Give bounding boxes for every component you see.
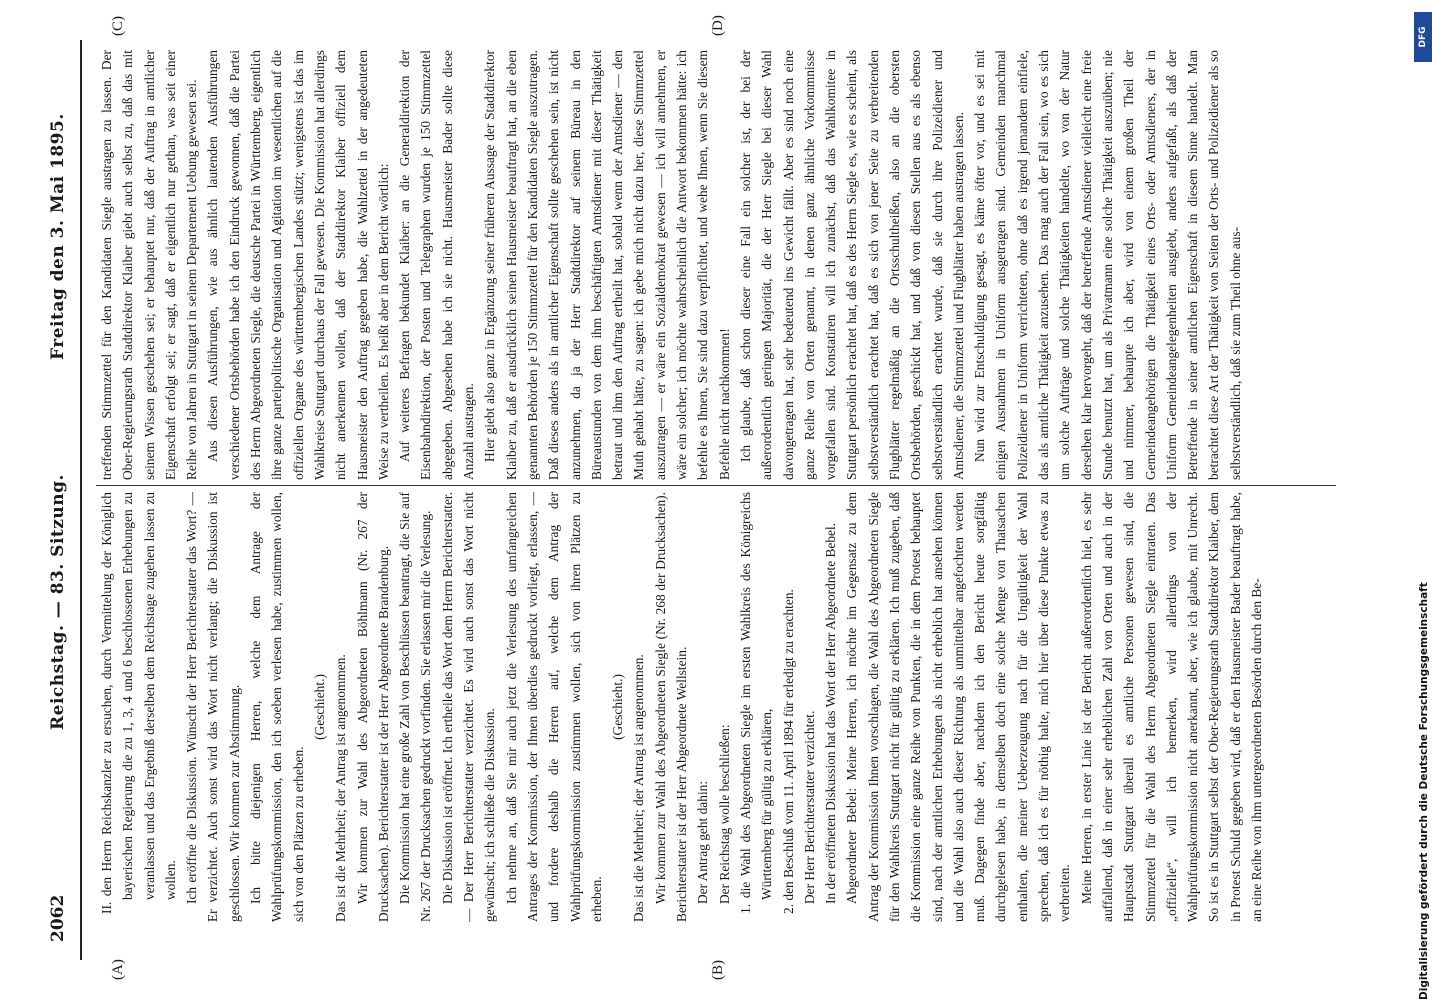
paragraph: Das ist die Mehrheit; der Antrag ist angenommen. [333,654,349,922]
paragraph: 2. den Beschluß vom 11. April 1894 für erledigt zu erachten. [780,589,796,914]
right-column [96,50,1346,480]
page-number: 2062 [48,894,68,942]
column-divider [96,485,1336,486]
paragraph: Ich eröffne die Diskussion. Wünscht der Herr Berichterstatter das Wort? — Er verzichtet. Auch sonst wird das Wort nicht verlangt; die Diskussion ist geschlossen. Wir kommen zur Abstimmung. [184,492,242,922]
paragraph: Hier giebt also ganz in Ergänzung seiner früheren Aussage der Stadtdirektor Klaiber zu, daß er ausdrücklich seinen Hausmeister beauftragt hat, an die eben genannten Behörden je 150 Stimmzettel für den Kandidaten Siegle auszutragen. Daß dieses anders als in amtlicher Eigenschaft sollte geschehen sein, ist nicht anzunehmen, da ja der Herr Stadtdirektor auf seinem Büreau in den Büreaustunden von dem ihm beschäftigten Amtsdiener mit dieser Thätigkeit betraut und ihm den Auftrag ertheilt hat, sobald wenn der Amtsdiener — den Muth gehabt hätte, zu sagen: ich gebe mich nicht dazu her, diese Stimmzettel auszutragen — er wäre ein Sozialdemokrat gewesen — ich will annehmen, er wäre ein solcher; ich möchte wahrscheinlich die Antwort bekommen hätte: ich befehle es Ihnen, Sie sind dazu verpflichtet, und wehe Ihnen, wenn Sie diesem Befehle nicht nachkommen! [482,50,732,480]
digitization-credit [1416,120,1432,1000]
paragraph: 1. die Wahl des Abgeordneten Siegle im ersten Wahlkreis des Königreichs Württemberg für gültig zu erklären, [737,492,775,914]
paragraph: Die Kommission hat eine große Zahl von Beschlüssen beantragt, die Sie auf Nr. 267 der Drucksachen gedruckt vorfinden. Sie erlassen mir die Verlesung. [397,492,434,922]
paragraph: (Geschieht.) [610,674,626,740]
margin-mark-b: (B) [710,960,726,980]
paragraph: Auf weiteres Befragen bekundet Klaiber: an die Generaldirektion der Eisenbahndirektion, der Posten und Telegraphen wurden je 150 Stimmzettel abgegeben. Abgesehen habe ich sie nicht. Hausmeister Bader sollte diese Anzahl austragen. [397,50,477,480]
left-column [96,492,1346,922]
paragraph: Die Diskussion ist eröffnet. Ich ertheile das Wort dem Herrn Berichterstatter. — Der Herr Berichterstatter verzichtet. Es wird auch sonst das Wort nicht gewünscht; ich schließe die Diskussion. [439,492,498,922]
credit-text: Digitalisierung gefördert durch die Deutsche Forschungsgemeinschaft [1418,582,1430,1000]
session-title: Reichstag. — 83. Sitzung. [48,474,68,730]
paragraph: Nun wird zur Entschuldigung gesagt, es käme öfter vor, und es sei mit einigen Ausnahmen in Uniform ausgetragen sind. Gemeinden manchmal Polizeidiener in Uniform verrichteten, ohne daß es irgend jemandem einfiele, das als amtliche Thätigkeit anzusehen. Das mag auch der Fall sein, wo es sich um solche Aufträge und solche Thätigkeiten handelte, wo von der Natur derselben klar hervorgeht, daß der betreffende Amtsdiener vielleicht eine freie Stunde benutzt hat, um als Privatmann eine solche Thätigkeit auszuüben; nie und nimmer, behaupte ich aber, wird von einem großen Theil der Gemeindeangehörigen die Thätigkeit eines Orts- oder Amtsdieners, der in Uniform Gemeindeangelegenheiten ausgiebt, anders aufgefaßt, als daß der Betreffende in seiner amtlichen Eigenschaft in diesem Sinne handelt. Man betrachtet diese Art der Thätigkeit von Seiten der Orts- und Polizeidiener als so selbstverständlich, daß sie zum Theil ohne aus- [972,50,1243,480]
page-header [42,40,76,960]
paragraph: Wir kommen zur Wahl des Abgeordneten Siegle (Nr. 268 der Drucksachen). Berichterstatter ist der Herr Abgeordnete Wellstein. [652,492,690,922]
paragraph: Der Reichstag wolle beschließen: [716,724,732,904]
paragraph: Ich nehme an, daß Sie mir auch jetzt die Verlesung des umfangreichen Antrages der Kommission, der Ihnen überdies gedruckt vorliegt, erlassen, — und fordere deshalb die Herren auf, welche dem Antrag der Wahlprüfungskommission zustimmen wollen, sich von ihren Plätzen zu erheben. [503,492,604,922]
header-rule [80,40,82,960]
paragraph: In der eröffneten Diskussion hat das Wort der Herr Abgeordnete Bebel. [823,522,839,904]
paragraph: Meine Herren, in erster Linie ist der Bericht außerordentlich hiel, es sehr auffallend, daß in einer sehr erheblichen Zahl von Orten und auch in der Hauptstadt Stuttgart überall es amtliche Personen gewesen sind, die Stimmzettel für die Wahl des Herrn Abgeordneten Siegle eintraten. Das „offizielle“, will ich bemerken, wird allerdings von der Wahlprüfungskommission nicht anerkannt, aber, wie ich glaube, mit Unrecht. So ist es in Stuttgart selbst der Ober-Regierungsrath Stadtdirektor Klaiber, dem in Protest Schuld gegeben wird, daß er den Hausmeister Bader beauftragt habe, an eine Reihe von ihm untergeordneten Besörden durch den Be- [1078,492,1265,922]
paragraph: Der Herr Berichterstatter verzichtet. [801,710,817,904]
margin-mark-a: (A) [110,959,126,980]
paragraph: Aus diesen Ausführungen, wie aus ähnlich lautenden Ausführungen verschiedener Ortsbehörden habe ich den Eindruck gewonnen, daß die Partei des Herrn Abgeordneten Siegle, die deutsche Partei in Württemberg, eigentlich ihre ganze parteipolitische Organisation und Agitation im wesentlichen auf die offiziellen Organe des württembergischen Landes stützt; wenigstens ist das im Wahlkreise Stuttgart durchaus der Fall gewesen. Die Kommission hat allerdings nicht anerkennen wollen, daß der Stadtdirektor Klaiber offiziell dem Hausmeister den Auftrag gegeben habe, die Wahlzettel in der angedeuteten Weise zu vertheilen. Es heißt aber in dem Bericht wörtlich: [205,50,391,480]
paragraph: Der Antrag geht dahin: [695,780,711,904]
paragraph: Wir kommen zur Wahl des Abgeordneten Böhlmann (Nr. 267 der Drucksachen). Berichterstatter ist der Herr Abgeordnete Brandenburg. [354,492,391,922]
paragraph: (Geschieht.) [311,674,327,740]
paragraph: Ich glaube, daß schon dieser eine Fall ein solcher ist, der bei der außerordentlich geringen Majorität, die der Herr Siegle bei dieser Wahl davongetragen hat, sehr bedeutend ins Gewicht fällt. Aber es sind noch eine ganze Reihe von Orten genannt, in denen ganz ähnliche Vorkommnisse vorgefallen sind. Konstatiren will ich zunächst, daß das Wahlkomitee in Stuttgart persönlich erachtet hat, daß es des Herrn Siegle es, wie es scheint, als selbstverständlich erachtet hat, daß es sich von jener Seite zu verbreitenden Flugblätter regelmäßig an die Ortsschultheißen, also an die obersten Ortsbehörden, geschickt hat, und daß von diesen Stellen aus es als ebenso selbstverständlich erachtet wurde, daß sie durch ihre Polizeidiener und Amtsdiener, die Stimmzettel und Flugblätter haben austragen lassen. [737,50,966,480]
paragraph: Abgeordneter Bebel: Meine Herren, ich möchte im Gegensatz zu dem Antrag der Kommission Ihnen vorschlagen, die Wahl des Abgeordneten Siegle für den Wahlkreis Stuttgart nicht für gültig zu erklären. Ich muß zugeben, daß die Kommission eine ganze Reihe von Punkten, die in dem Protest behauptet sind, nach der amtlichen Erhebungen als nicht erheblich hat ansehen können und die Wahl also auch dieser Richtung als unmittelbar angefochten werden muß. Dagegen finde aber, nachdem ich den Bericht heute sorgfältig durchgelesen habe, in demselben doch eine solche Menge von Thatsachen enthalten, die meiner Ueberzeugung nach für die Ungültigkeit der Wahl sprechen, daß ich es für nöthig halte, mich hier über diese Punkte etwas zu verbreiten. [844,492,1073,922]
session-date: Freitag den 3. Mai 1895. [48,113,68,360]
dfg-logo [1414,12,1432,62]
paragraph: treffenden Stimmzettel für den Kandidaten Siegle austragen zu lassen. Der Ober-Regierungsrath Stadtdirektor Klaiber giebt auch selbst zu, daß das mit seinem Wissen geschehen sei; er behauptet nur, daß der Auftrag in amtlicher Eigenschaft erfolgt sei; er sagt, daß er eigentlich nur gethan, was seit einer Reihe von Jahren in Stuttgart in seinem Departement Uebung gewesen sei. [99,50,200,480]
paragraph: Ich bitte diejenigen Herren, welche dem Antrage der Wahlprüfungskommission, den ich soeben verlesen habe, zustimmen wollen, sich von den Plätzen zu erheben. [248,492,306,922]
paragraph: Das ist die Mehrheit; der Antrag ist angenommen. [631,654,647,922]
margin-mark-d: (D) [710,15,726,36]
margin-mark-c: (C) [110,16,126,36]
dfg-logo-text: DFG [1418,26,1428,48]
paragraph: II. den Herrn Reichskanzler zu ersuchen, durch Vermittelung der Königlich bayerischen Regierung die zu 1, 3, 4 und 6 beschlossenen Erhebungen zu veranlassen und das Ergebniß derselben dem Reichstage zugehen lassen zu wollen. [99,492,178,914]
